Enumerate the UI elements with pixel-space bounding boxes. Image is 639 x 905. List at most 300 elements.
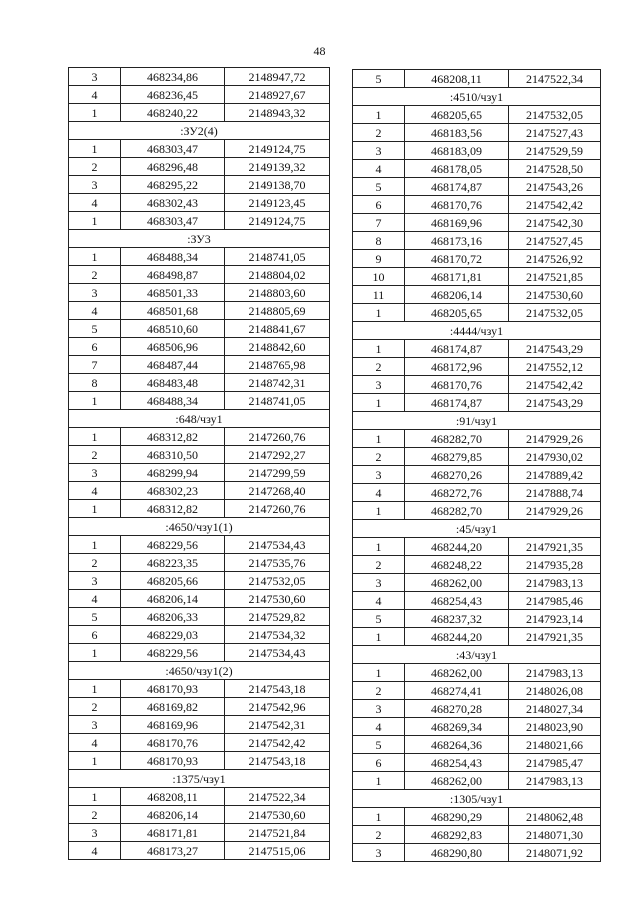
- coordinate-row: [69, 716, 330, 734]
- y-coordinate: 2147268,40: [225, 482, 330, 500]
- x-coordinate: 468170,76: [405, 196, 509, 214]
- x-coordinate: 468169,96: [405, 214, 509, 232]
- coordinate-row: [353, 826, 601, 844]
- y-coordinate: 2147534,43: [225, 536, 330, 554]
- y-coordinate: 2147543,29: [509, 394, 601, 412]
- point-number: 4: [353, 160, 405, 178]
- point-number: 2: [353, 124, 405, 142]
- y-coordinate: 2147522,34: [225, 788, 330, 806]
- x-coordinate: 468262,00: [405, 664, 509, 682]
- y-coordinate: 2149124,75: [225, 212, 330, 230]
- coordinate-row: [353, 358, 601, 376]
- point-number: 3: [69, 68, 121, 86]
- point-number: 1: [353, 106, 405, 124]
- y-coordinate: 2147542,31: [225, 716, 330, 734]
- x-coordinate: 468269,34: [405, 718, 509, 736]
- coordinate-row: [353, 808, 601, 826]
- parcel-label: :4444/чзу1: [353, 322, 601, 340]
- coordinate-row: [353, 484, 601, 502]
- parcel-label: :1375/чзу1: [69, 770, 330, 788]
- coordinate-row: [353, 448, 601, 466]
- coordinate-row: [353, 304, 601, 322]
- x-coordinate: 468296,48: [121, 158, 225, 176]
- x-coordinate: 468510,60: [121, 320, 225, 338]
- point-number: 3: [353, 700, 405, 718]
- parcel-label: :4510/чзу1: [353, 88, 601, 106]
- coordinate-row: [353, 592, 601, 610]
- coordinate-row: [353, 232, 601, 250]
- y-coordinate: 2148026,08: [509, 682, 601, 700]
- y-coordinate: 2147534,32: [225, 626, 330, 644]
- y-coordinate: 2147542,42: [509, 376, 601, 394]
- coordinate-row: [69, 572, 330, 590]
- point-number: 3: [353, 574, 405, 592]
- coordinate-row: [69, 446, 330, 464]
- x-coordinate: 468236,45: [121, 86, 225, 104]
- y-coordinate: 2147542,30: [509, 214, 601, 232]
- y-coordinate: 2147529,82: [225, 608, 330, 626]
- point-number: 1: [69, 644, 121, 662]
- parcel-label: :4650/чзу1(2): [69, 662, 330, 680]
- y-coordinate: 2147888,74: [509, 484, 601, 502]
- parcel-label: :648/чзу1: [69, 410, 330, 428]
- coordinate-row: [69, 680, 330, 698]
- point-number: 1: [353, 340, 405, 358]
- y-coordinate: 2148842,60: [225, 338, 330, 356]
- point-number: 10: [353, 268, 405, 286]
- y-coordinate: 2147521,84: [225, 824, 330, 842]
- coordinate-row: [69, 464, 330, 482]
- point-number: 2: [69, 554, 121, 572]
- y-coordinate: 2148803,60: [225, 284, 330, 302]
- y-coordinate: 2148943,32: [225, 104, 330, 122]
- x-coordinate: 468170,76: [405, 376, 509, 394]
- x-coordinate: 468270,28: [405, 700, 509, 718]
- coordinate-row: [353, 70, 601, 88]
- y-coordinate: 2147535,76: [225, 554, 330, 572]
- x-coordinate: 468487,44: [121, 356, 225, 374]
- x-coordinate: 468244,20: [405, 538, 509, 556]
- x-coordinate: 468483,48: [121, 374, 225, 392]
- x-coordinate: 468302,43: [121, 194, 225, 212]
- x-coordinate: 468244,20: [405, 628, 509, 646]
- coordinate-row: [69, 590, 330, 608]
- coordinate-row: [353, 376, 601, 394]
- point-number: 2: [69, 158, 121, 176]
- x-coordinate: 468169,96: [121, 716, 225, 734]
- coordinate-row: [353, 736, 601, 754]
- point-number: 1: [353, 772, 405, 790]
- coordinate-row: [353, 538, 601, 556]
- point-number: 4: [353, 718, 405, 736]
- section-header-row: [69, 662, 330, 680]
- coordinate-row: [353, 340, 601, 358]
- point-number: 5: [353, 736, 405, 754]
- point-number: 4: [353, 484, 405, 502]
- y-coordinate: 2147292,27: [225, 446, 330, 464]
- point-number: 3: [353, 376, 405, 394]
- y-coordinate: 2147527,43: [509, 124, 601, 142]
- coordinate-row: [69, 302, 330, 320]
- section-header-row: [353, 520, 601, 538]
- coordinates-table-right: [352, 69, 601, 862]
- coordinate-row: [353, 700, 601, 718]
- point-number: 4: [69, 302, 121, 320]
- y-coordinate: 2147526,92: [509, 250, 601, 268]
- x-coordinate: 468170,93: [121, 752, 225, 770]
- coordinate-row: [353, 430, 601, 448]
- x-coordinate: 468290,80: [405, 844, 509, 862]
- x-coordinate: 468172,96: [405, 358, 509, 376]
- point-number: 5: [69, 320, 121, 338]
- y-coordinate: 2147530,60: [509, 286, 601, 304]
- coordinate-row: [69, 608, 330, 626]
- coordinate-row: [69, 392, 330, 410]
- point-number: 8: [353, 232, 405, 250]
- y-coordinate: 2148742,31: [225, 374, 330, 392]
- x-coordinate: 468205,66: [121, 572, 225, 590]
- point-number: 1: [69, 248, 121, 266]
- section-header-row: [69, 230, 330, 248]
- y-coordinate: 2148741,05: [225, 392, 330, 410]
- y-coordinate: 2147542,42: [509, 196, 601, 214]
- x-coordinate: 468498,87: [121, 266, 225, 284]
- y-coordinate: 2149124,75: [225, 140, 330, 158]
- section-header-row: [353, 412, 601, 430]
- x-coordinate: 468206,14: [121, 806, 225, 824]
- point-number: 3: [69, 464, 121, 482]
- y-coordinate: 2148071,92: [509, 844, 601, 862]
- point-number: 1: [353, 304, 405, 322]
- x-coordinate: 468488,34: [121, 392, 225, 410]
- x-coordinate: 468170,76: [121, 734, 225, 752]
- x-coordinate: 468171,81: [121, 824, 225, 842]
- y-coordinate: 2147983,13: [509, 772, 601, 790]
- point-number: 1: [69, 500, 121, 518]
- y-coordinate: 2147260,76: [225, 428, 330, 446]
- x-coordinate: 468183,09: [405, 142, 509, 160]
- parcel-label: :43/чзу1: [353, 646, 601, 664]
- point-number: 7: [69, 356, 121, 374]
- coordinate-row: [353, 466, 601, 484]
- y-coordinate: 2147534,43: [225, 644, 330, 662]
- point-number: 2: [69, 698, 121, 716]
- y-coordinate: 2147522,34: [509, 70, 601, 88]
- coordinate-row: [69, 806, 330, 824]
- parcel-label: :1305/чзу1: [353, 790, 601, 808]
- point-number: 4: [69, 842, 121, 860]
- section-header-row: [69, 410, 330, 428]
- x-coordinate: 468303,47: [121, 140, 225, 158]
- coordinate-row: [353, 682, 601, 700]
- x-coordinate: 468229,56: [121, 536, 225, 554]
- point-number: 1: [353, 628, 405, 646]
- y-coordinate: 2148062,48: [509, 808, 601, 826]
- point-number: 1: [69, 752, 121, 770]
- y-coordinate: 2147532,05: [509, 304, 601, 322]
- y-coordinate: 2147515,06: [225, 842, 330, 860]
- x-coordinate: 468229,03: [121, 626, 225, 644]
- point-number: 1: [69, 140, 121, 158]
- point-number: 5: [353, 70, 405, 88]
- y-coordinate: 2147521,85: [509, 268, 601, 286]
- x-coordinate: 468292,83: [405, 826, 509, 844]
- y-coordinate: 2147530,60: [225, 806, 330, 824]
- x-coordinate: 468205,65: [405, 304, 509, 322]
- x-coordinate: 468206,14: [121, 590, 225, 608]
- coordinate-row: [353, 214, 601, 232]
- x-coordinate: 468254,43: [405, 592, 509, 610]
- y-coordinate: 2149123,45: [225, 194, 330, 212]
- coordinate-row: [353, 178, 601, 196]
- point-number: 9: [353, 250, 405, 268]
- x-coordinate: 468208,11: [405, 70, 509, 88]
- coordinate-row: [353, 664, 601, 682]
- y-coordinate: 2147527,45: [509, 232, 601, 250]
- point-number: 2: [69, 266, 121, 284]
- x-coordinate: 468264,36: [405, 736, 509, 754]
- x-coordinate: 468206,14: [405, 286, 509, 304]
- coordinate-row: [69, 266, 330, 284]
- coordinate-row: [353, 106, 601, 124]
- y-coordinate: 2148071,30: [509, 826, 601, 844]
- y-coordinate: 2147985,47: [509, 754, 601, 772]
- x-coordinate: 468173,16: [405, 232, 509, 250]
- y-coordinate: 2147889,42: [509, 466, 601, 484]
- x-coordinate: 468240,22: [121, 104, 225, 122]
- y-coordinate: 2148765,98: [225, 356, 330, 374]
- point-number: 3: [69, 824, 121, 842]
- y-coordinate: 2147543,18: [225, 680, 330, 698]
- point-number: 4: [69, 194, 121, 212]
- coordinate-row: [353, 628, 601, 646]
- coordinate-row: [353, 610, 601, 628]
- coordinate-row: [353, 574, 601, 592]
- x-coordinate: 468234,86: [121, 68, 225, 86]
- y-coordinate: 2148947,72: [225, 68, 330, 86]
- coordinate-row: [69, 554, 330, 572]
- point-number: 5: [69, 608, 121, 626]
- coordinate-row: [353, 286, 601, 304]
- x-coordinate: 468295,22: [121, 176, 225, 194]
- point-number: 2: [69, 806, 121, 824]
- x-coordinate: 468174,87: [405, 394, 509, 412]
- point-number: 3: [353, 142, 405, 160]
- x-coordinate: 468262,00: [405, 772, 509, 790]
- section-header-row: [69, 518, 330, 536]
- y-coordinate: 2147929,26: [509, 502, 601, 520]
- x-coordinate: 468170,93: [121, 680, 225, 698]
- x-coordinate: 468248,22: [405, 556, 509, 574]
- point-number: 2: [353, 682, 405, 700]
- y-coordinate: 2147532,05: [509, 106, 601, 124]
- coordinate-row: [69, 698, 330, 716]
- point-number: 3: [69, 572, 121, 590]
- x-coordinate: 468312,82: [121, 428, 225, 446]
- y-coordinate: 2147530,60: [225, 590, 330, 608]
- y-coordinate: 2147935,28: [509, 556, 601, 574]
- coordinate-row: [69, 842, 330, 860]
- coordinates-table-left: [68, 67, 330, 860]
- y-coordinate: 2147543,29: [509, 340, 601, 358]
- section-header-row: [353, 646, 601, 664]
- y-coordinate: 2147529,59: [509, 142, 601, 160]
- coordinate-row: [353, 160, 601, 178]
- x-coordinate: 468169,82: [121, 698, 225, 716]
- coordinate-row: [69, 176, 330, 194]
- point-number: 1: [69, 104, 121, 122]
- x-coordinate: 468178,05: [405, 160, 509, 178]
- point-number: 1: [353, 664, 405, 682]
- page-number: 48: [313, 44, 326, 58]
- coordinate-row: [69, 212, 330, 230]
- y-coordinate: 2147921,35: [509, 538, 601, 556]
- x-coordinate: 468501,33: [121, 284, 225, 302]
- x-coordinate: 468174,87: [405, 340, 509, 358]
- point-number: 1: [353, 502, 405, 520]
- coordinate-row: [69, 500, 330, 518]
- x-coordinate: 468223,35: [121, 554, 225, 572]
- point-number: 5: [353, 610, 405, 628]
- x-coordinate: 468208,11: [121, 788, 225, 806]
- coordinate-row: [69, 320, 330, 338]
- coordinate-row: [69, 86, 330, 104]
- section-header-row: [69, 122, 330, 140]
- point-number: 1: [69, 788, 121, 806]
- point-number: 4: [69, 86, 121, 104]
- parcel-label: :91/чзу1: [353, 412, 601, 430]
- y-coordinate: 2148927,67: [225, 86, 330, 104]
- y-coordinate: 2147528,50: [509, 160, 601, 178]
- point-number: 8: [69, 374, 121, 392]
- parcel-label: :4650/чзу1(1): [69, 518, 330, 536]
- x-coordinate: 468237,32: [405, 610, 509, 628]
- section-header-row: [353, 88, 601, 106]
- x-coordinate: 468272,76: [405, 484, 509, 502]
- coordinate-row: [353, 196, 601, 214]
- parcel-label: :ЗУ2(4): [69, 122, 330, 140]
- coordinate-row: [353, 754, 601, 772]
- y-coordinate: 2147983,13: [509, 664, 601, 682]
- y-coordinate: 2148741,05: [225, 248, 330, 266]
- section-header-row: [69, 770, 330, 788]
- point-number: 1: [353, 394, 405, 412]
- y-coordinate: 2149138,70: [225, 176, 330, 194]
- point-number: 2: [353, 358, 405, 376]
- y-coordinate: 2147921,35: [509, 628, 601, 646]
- x-coordinate: 468173,27: [121, 842, 225, 860]
- y-coordinate: 2148804,02: [225, 266, 330, 284]
- coordinate-row: [69, 374, 330, 392]
- point-number: 7: [353, 214, 405, 232]
- coordinate-row: [353, 718, 601, 736]
- parcel-label: :45/чзу1: [353, 520, 601, 538]
- y-coordinate: 2148023,90: [509, 718, 601, 736]
- coordinate-row: [69, 158, 330, 176]
- point-number: 2: [69, 446, 121, 464]
- point-number: 4: [69, 734, 121, 752]
- coordinate-row: [353, 124, 601, 142]
- x-coordinate: 468506,96: [121, 338, 225, 356]
- coordinate-row: [69, 68, 330, 86]
- coordinate-row: [353, 844, 601, 862]
- point-number: 1: [69, 392, 121, 410]
- point-number: 3: [353, 844, 405, 862]
- coordinate-row: [69, 536, 330, 554]
- x-coordinate: 468262,00: [405, 574, 509, 592]
- y-coordinate: 2148841,67: [225, 320, 330, 338]
- x-coordinate: 468229,56: [121, 644, 225, 662]
- y-coordinate: 2147542,96: [225, 698, 330, 716]
- y-coordinate: 2147983,13: [509, 574, 601, 592]
- coordinate-row: [69, 644, 330, 662]
- x-coordinate: 468290,29: [405, 808, 509, 826]
- x-coordinate: 468279,85: [405, 448, 509, 466]
- point-number: 1: [353, 430, 405, 448]
- coordinate-row: [69, 824, 330, 842]
- y-coordinate: 2148021,66: [509, 736, 601, 754]
- point-number: 3: [69, 284, 121, 302]
- coordinate-row: [353, 142, 601, 160]
- x-coordinate: 468270,26: [405, 466, 509, 484]
- coordinate-row: [69, 248, 330, 266]
- x-coordinate: 468310,50: [121, 446, 225, 464]
- x-coordinate: 468488,34: [121, 248, 225, 266]
- y-coordinate: 2147260,76: [225, 500, 330, 518]
- parcel-label: :ЗУ3: [69, 230, 330, 248]
- point-number: 2: [353, 448, 405, 466]
- x-coordinate: 468171,81: [405, 268, 509, 286]
- coordinate-row: [353, 556, 601, 574]
- point-number: 6: [353, 196, 405, 214]
- x-coordinate: 468282,70: [405, 502, 509, 520]
- coordinate-row: [69, 356, 330, 374]
- point-number: 2: [353, 826, 405, 844]
- coordinate-row: [353, 394, 601, 412]
- point-number: 1: [69, 680, 121, 698]
- y-coordinate: 2147929,26: [509, 430, 601, 448]
- x-coordinate: 468274,41: [405, 682, 509, 700]
- x-coordinate: 468174,87: [405, 178, 509, 196]
- point-number: 4: [69, 590, 121, 608]
- coordinate-row: [69, 626, 330, 644]
- x-coordinate: 468282,70: [405, 430, 509, 448]
- x-coordinate: 468254,43: [405, 754, 509, 772]
- y-coordinate: 2148027,34: [509, 700, 601, 718]
- coordinate-row: [69, 752, 330, 770]
- point-number: 1: [69, 428, 121, 446]
- coordinate-row: [69, 194, 330, 212]
- coordinate-row: [353, 250, 601, 268]
- coordinate-row: [69, 140, 330, 158]
- y-coordinate: 2147532,05: [225, 572, 330, 590]
- coordinate-row: [69, 482, 330, 500]
- y-coordinate: 2147299,59: [225, 464, 330, 482]
- y-coordinate: 2147985,46: [509, 592, 601, 610]
- coordinate-row: [69, 734, 330, 752]
- point-number: 1: [353, 538, 405, 556]
- x-coordinate: 468303,47: [121, 212, 225, 230]
- point-number: 6: [69, 338, 121, 356]
- y-coordinate: 2147930,02: [509, 448, 601, 466]
- coordinate-row: [69, 338, 330, 356]
- coordinate-row: [353, 502, 601, 520]
- y-coordinate: 2148805,69: [225, 302, 330, 320]
- x-coordinate: 468312,82: [121, 500, 225, 518]
- point-number: 5: [353, 178, 405, 196]
- point-number: 1: [69, 212, 121, 230]
- point-number: 4: [69, 482, 121, 500]
